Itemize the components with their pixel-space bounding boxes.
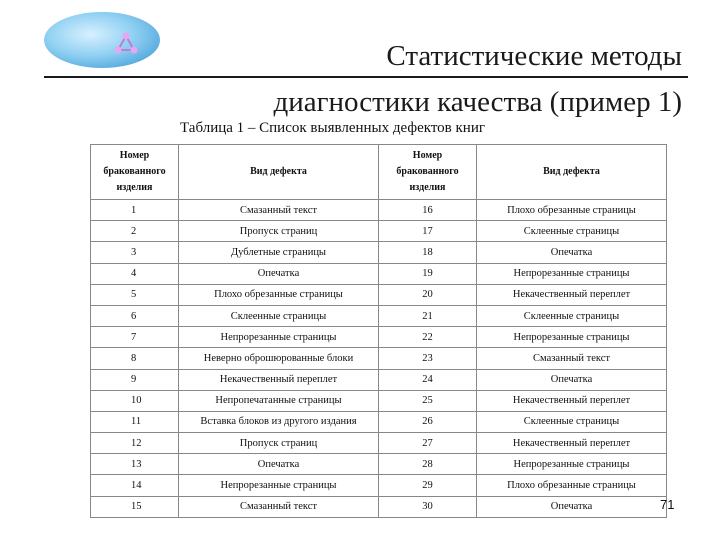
defect-type-cell: Плохо обрезанные страницы (179, 284, 379, 305)
item-number-cell: 12 (91, 433, 179, 454)
item-number-cell: 6 (91, 305, 179, 326)
item-number-cell: 7 (91, 327, 179, 348)
table-row (91, 221, 667, 242)
defect-type-cell: Опечатка (179, 454, 379, 475)
item-number-cell: 1 (91, 200, 179, 221)
table-header-row (91, 145, 667, 200)
table-row (91, 263, 667, 284)
table-row (91, 496, 667, 517)
table-caption: Таблица 1 – Список выявленных дефектов книг (180, 120, 486, 136)
defect-type-cell: Непрорезанные страницы (477, 263, 667, 284)
item-number-cell: 23 (379, 348, 477, 369)
item-number-cell: 27 (379, 433, 477, 454)
item-number-cell: 18 (379, 242, 477, 263)
item-number-cell: 14 (91, 475, 179, 496)
header-item-number-2: Номер бракованного изделия (379, 145, 477, 200)
title-line-2: диагностики качества (пример 1) (273, 86, 682, 118)
table-row (91, 433, 667, 454)
header-defect-type-2: Вид дефекта (477, 145, 667, 200)
defect-type-cell: Плохо обрезанные страницы (477, 475, 667, 496)
defect-type-cell: Некачественный переплет (477, 284, 667, 305)
defect-type-cell: Склеенные страницы (179, 305, 379, 326)
item-number-cell: 10 (91, 390, 179, 411)
defect-type-cell: Смазанный текст (179, 496, 379, 517)
item-number-cell: 4 (91, 263, 179, 284)
defect-type-cell: Некачественный переплет (179, 369, 379, 390)
defect-type-cell: Опечатка (179, 263, 379, 284)
defect-type-cell: Пропуск страниц (179, 221, 379, 242)
item-number-cell: 24 (379, 369, 477, 390)
defect-type-cell: Некачественный переплет (477, 390, 667, 411)
table-row (91, 327, 667, 348)
table-row (91, 390, 667, 411)
defect-type-cell: Непропечатанные страницы (179, 390, 379, 411)
table-row (91, 284, 667, 305)
defect-type-cell: Некачественный переплет (477, 433, 667, 454)
defect-type-cell: Склеенные страницы (477, 305, 667, 326)
table-body (91, 200, 667, 518)
defect-type-cell: Опечатка (477, 242, 667, 263)
defect-type-cell: Смазанный текст (179, 200, 379, 221)
item-number-cell: 19 (379, 263, 477, 284)
defect-type-cell: Склеенные страницы (477, 221, 667, 242)
title-divider (44, 76, 688, 78)
defect-type-cell: Склеенные страницы (477, 411, 667, 432)
item-number-cell: 30 (379, 496, 477, 517)
item-number-cell: 29 (379, 475, 477, 496)
item-number-cell: 28 (379, 454, 477, 475)
defect-type-cell: Неверно оброшюрованные блоки (179, 348, 379, 369)
table-row (91, 454, 667, 475)
defect-type-cell: Опечатка (477, 369, 667, 390)
defect-type-cell: Непрорезанные страницы (179, 327, 379, 348)
defect-type-cell: Непрорезанные страницы (477, 454, 667, 475)
page-title (142, 38, 682, 74)
defects-table (90, 144, 667, 518)
defect-type-cell: Дублетные страницы (179, 242, 379, 263)
table-row (91, 200, 667, 221)
table-row (91, 369, 667, 390)
defect-type-cell: Опечатка (477, 496, 667, 517)
item-number-cell: 22 (379, 327, 477, 348)
item-number-cell: 17 (379, 221, 477, 242)
header-item-number-1: Номер бракованного изделия (91, 145, 179, 200)
item-number-cell: 2 (91, 221, 179, 242)
item-number-cell: 15 (91, 496, 179, 517)
item-number-cell: 20 (379, 284, 477, 305)
table-row (91, 348, 667, 369)
page-number: 71 (660, 497, 675, 512)
item-number-cell: 16 (379, 200, 477, 221)
defect-type-cell: Плохо обрезанные страницы (477, 200, 667, 221)
table-row (91, 475, 667, 496)
header-defect-type-1: Вид дефекта (179, 145, 379, 200)
defect-type-cell: Пропуск страниц (179, 433, 379, 454)
item-number-cell: 25 (379, 390, 477, 411)
defect-type-cell: Вставка блоков из другого издания (179, 411, 379, 432)
table-row (91, 242, 667, 263)
item-number-cell: 21 (379, 305, 477, 326)
page-title-line-2 (142, 84, 682, 120)
item-number-cell: 5 (91, 284, 179, 305)
item-number-cell: 26 (379, 411, 477, 432)
table-row (91, 411, 667, 432)
item-number-cell: 11 (91, 411, 179, 432)
defect-type-cell: Непрорезанные страницы (477, 327, 667, 348)
defect-type-cell: Непрорезанные страницы (179, 475, 379, 496)
item-number-cell: 8 (91, 348, 179, 369)
item-number-cell: 3 (91, 242, 179, 263)
defect-type-cell: Смазанный текст (477, 348, 667, 369)
item-number-cell: 9 (91, 369, 179, 390)
table-row (91, 305, 667, 326)
title-line-1: Статистические методы (386, 40, 682, 72)
item-number-cell: 13 (91, 454, 179, 475)
